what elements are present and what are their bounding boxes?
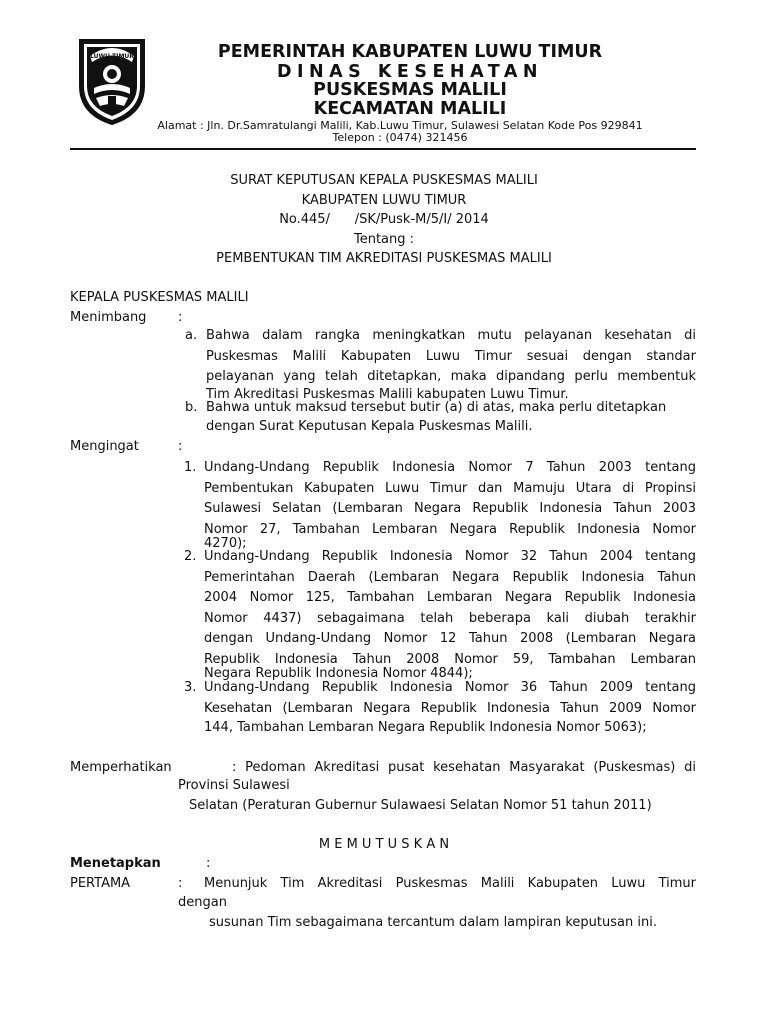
text-line: Bahwa dalam rangka meningkatkan mutu pelayanan kesehatan di [206,328,696,343]
mengingat-item-3 [204,678,696,719]
memperhatikan-line-3: Selatan (Peraturan Gubernur Sulawaesi Selatan Nomor 51 tahun 2011) [189,798,652,813]
letterhead-agency: DINAS KESEHATAN [276,62,544,82]
mengingat-label: Mengingat [70,439,139,454]
text-line: Sulawesi Selatan (Lembaran Negara Republik Indonesia Tahun 2003 [204,501,696,516]
text-line: Kesehatan (Lembaran Negara Republik Indonesia Tahun 2009 Nomor [204,700,696,716]
letterhead-address: Alamat : Jln. Dr.Samratulangi Malili, Kab.Luwu Timur, Sulawesi Selatan Kode Pos 929841 [157,119,643,132]
text-line: dengan Surat Keputusan Kepala Puskesmas Malili. [206,419,533,434]
text-line: 4270); [204,536,247,551]
memperhatikan-line-2: Provinsi Sulawesi [178,778,290,793]
mengingat-marker-3: 3. [184,680,197,695]
decree-regency: KABUPATEN LUWU TIMUR [301,193,467,208]
text-line: Undang-Undang Republik Indonesia Nomor 36 Tahun 2009 tentang [204,680,696,695]
text-line: Negara Republik Indonesia Nomor 4844); [204,666,473,681]
text-line: Pemerintahan Daerah (Lembaran Negara Republik Indonesia Tahun [204,569,696,585]
letterhead-divider [70,148,696,150]
menimbang-colon: : [178,310,183,325]
pertama-line-3: susunan Tim sebagaimana tercantum dalam lampiran keputusan ini. [209,915,657,930]
text-line: : Pedoman Akreditasi pusat kesehatan Masyarakat (Puskesmas) di [232,760,696,775]
text-line: Bahwa untuk maksud tersebut butir (a) di atas, maka perlu ditetapkan [206,400,667,415]
text-line: Tim Akreditasi Puskesmas Malili kabupaten Luwu Timur. [206,387,569,402]
text-line: 144, Tambahan Lembaran Negara Republik Indonesia Nomor 5063); [204,720,647,735]
text-line: Undang-Undang Republik Indonesia Nomor 32 Tahun 2004 tentang [204,549,696,564]
menimbang-label: Menimbang [70,310,147,325]
text-line: Nomor 27, Tambahan Lembaran Negara Republik Indonesia Nomor [204,521,696,537]
emblem-text: LUWU TIMUR [90,53,134,60]
pertama-line-1 [204,874,696,895]
mengingat-marker-1: 1. [184,460,197,475]
text-line: Undang-Undang Republik Indonesia Nomor 7 Tahun 2003 tentang [204,460,696,475]
text-line: dengan Undang-Undang Nomor 12 Tahun 2008 (Lembaran Negara [204,631,696,646]
letterhead-government: PEMERINTAH KABUPATEN LUWU TIMUR [217,42,603,62]
pertama-line-2: dengan [178,895,227,910]
pertama-colon: : [178,876,183,891]
regency-emblem [74,36,150,126]
text-line: Puskesmas Malili Kabupaten Luwu Timur sesuai dengan standar [206,348,696,364]
letterhead-district: KECAMATAN MALILI [313,99,507,119]
mengingat-colon: : [178,439,183,454]
decree-tentang: Tentang : [353,232,415,247]
letterhead-puskesmas: PUSKESMAS MALILI [313,80,507,100]
text-line: pelayanan yang telah ditetapkan, maka dipandang perlu membentuk [206,369,696,384]
menimbang-marker-a: a. [185,328,198,343]
issuer-heading: KEPALA PUSKESMAS MALILI [70,290,249,305]
text-line: Menunjuk Tim Akreditasi Puskesmas Malili Kabupaten Luwu Timur [204,876,696,891]
decree-title: SURAT KEPUTUSAN KEPALA PUSKESMAS MALILI [230,173,538,188]
pertama-label: PERTAMA [70,876,131,891]
memperhatikan-label: Memperhatikan [70,760,172,775]
text-line: 2004 Nomor 125, Tambahan Lembaran Negara Republik Indonesia [204,590,696,605]
memperhatikan-line-1 [232,758,696,779]
letterhead-phone: Telepon : (0474) 321456 [332,131,468,144]
mengingat-marker-2: 2. [184,549,197,564]
menimbang-item-a [206,326,696,388]
text-line: Republik Indonesia Tahun 2008 Nomor 59, Tambahan Lembaran [204,651,696,667]
menetapkan-colon: : [206,856,211,871]
menimbang-marker-b: b. [185,400,198,415]
text-line: Nomor 4437) sebagaimana telah beberapa kali diubah terakhir [204,610,696,626]
text-line: Pembentukan Kabupaten Luwu Timur dan Mamuju Utara di Propinsi [204,480,696,496]
decree-number: No.445/ /SK/Pusk-M/5/I/ 2014 [279,212,489,227]
menetapkan-label: Menetapkan [70,856,161,871]
memutuskan-heading: M E M U T U S K A N [318,837,450,852]
mengingat-item-1 [204,458,696,540]
decree-subject: PEMBENTUKAN TIM AKREDITASI PUSKESMAS MALILI [216,251,552,266]
mengingat-item-2 [204,547,696,670]
